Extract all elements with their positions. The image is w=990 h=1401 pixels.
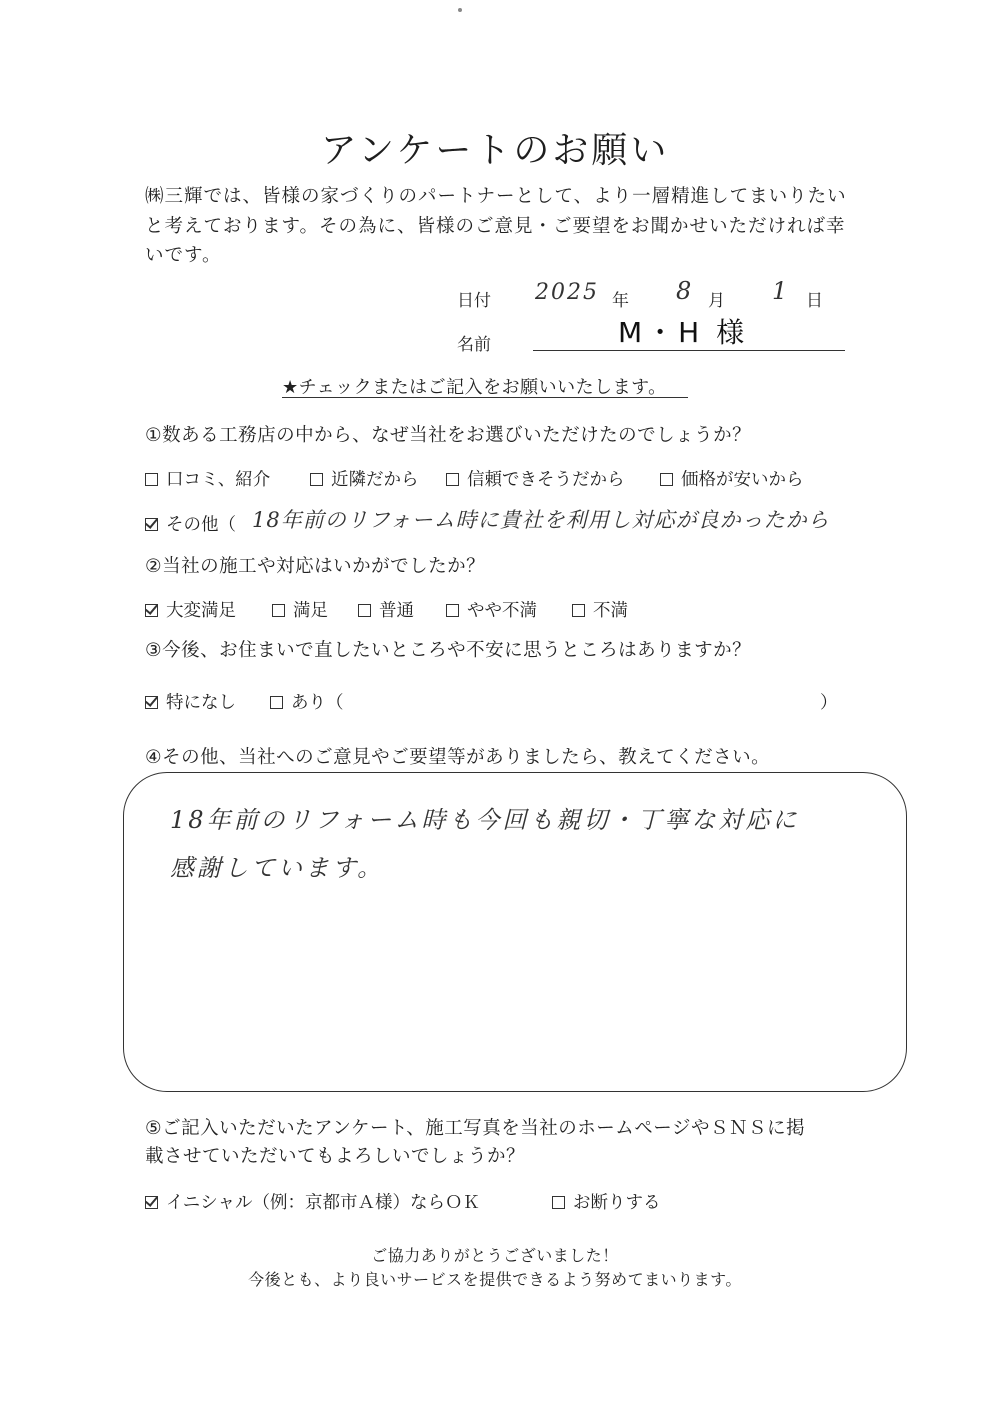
q5-question-line-2: 載させていただいてもよろしいでしょうか？ <box>145 1146 526 1167</box>
q5-option-2[interactable]: お断りする <box>552 1189 661 1214</box>
checkbox-icon[interactable] <box>358 604 371 617</box>
checkbox-icon[interactable] <box>145 473 158 486</box>
intro-line-1: ㈱三輝では、皆様の家づくりのパートナーとして、より一層精進してまいりたい <box>145 186 847 207</box>
q2-option-1[interactable]: 大変満足 <box>145 597 236 622</box>
q3-close-paren: ） <box>820 693 838 713</box>
q3-option-2[interactable]: あり（ <box>270 689 344 714</box>
checked-checkbox-icon[interactable] <box>145 1196 158 1209</box>
checkbox-icon[interactable] <box>660 473 673 486</box>
q2-option-4[interactable]: やや不満 <box>446 597 537 622</box>
q1-option-4[interactable]: 価格が安いから <box>660 466 804 491</box>
date-label: 日付 <box>457 291 491 311</box>
q1-option-1[interactable]: 口コミ、紹介 <box>145 466 270 491</box>
checkbox-icon[interactable] <box>272 604 285 617</box>
q2-option-3[interactable]: 普通 <box>358 597 414 622</box>
intro-line-3: いです。 <box>145 245 222 266</box>
checked-checkbox-icon[interactable] <box>145 604 158 617</box>
checkbox-icon[interactable] <box>270 696 283 709</box>
q1-question: ①数ある工務店の中から、なぜ当社をお選びいただけたのでしょうか？ <box>145 425 752 446</box>
checked-checkbox-icon[interactable] <box>145 518 158 531</box>
name-underline <box>533 350 845 351</box>
intro-line-2: と考えております。その為に、皆様のご意見・ご要望をお聞かせいただければ幸 <box>145 216 846 237</box>
checkbox-icon[interactable] <box>446 473 459 486</box>
q4-answer-line-1: 18年前のリフォーム時も今回も親切・丁寧な対応に <box>170 806 800 834</box>
date-year-field[interactable]: 2025 <box>535 280 599 305</box>
q3-question: ③今後、お住まいで直したいところや不安に思うところはありますか？ <box>145 640 752 661</box>
date-year-unit: 年 <box>612 291 629 311</box>
q2-question: ②当社の施工や対応はいかがでしたか？ <box>145 556 486 577</box>
page-title: アンケートのお願い <box>320 130 670 171</box>
q5-question-line-1: ⑤ご記入いただいたアンケート、施工写真を当社のホームページやＳＮＳに掲 <box>145 1118 805 1139</box>
q1-other-answer[interactable]: 18年前のリフォーム時に貴社を利用し対応が良かったから <box>252 508 830 532</box>
q2-option-2[interactable]: 満足 <box>272 597 328 622</box>
scan-mark <box>458 8 462 12</box>
q2-option-5[interactable]: 不満 <box>572 597 628 622</box>
name-field[interactable]: M・H 様 <box>618 316 749 349</box>
footer-line-1: ご協力ありがとうございました！ <box>371 1246 619 1265</box>
date-day-unit: 日 <box>806 291 823 311</box>
name-label: 名前 <box>457 335 491 355</box>
footer-line-2: 今後とも、より良いサービスを提供できるよう努めてまいります。 <box>248 1270 742 1289</box>
q4-answer-line-2: 感謝しています。 <box>170 854 385 882</box>
date-month-field[interactable]: 8 <box>676 277 692 305</box>
q4-question: ④その他、当社へのご意見やご要望等がありましたら、教えてください。 <box>145 747 771 768</box>
q5-option-1[interactable]: イニシャル（例：京都市Ａ様）ならＯＫ <box>145 1189 480 1214</box>
checkbox-icon[interactable] <box>572 604 585 617</box>
date-day-field[interactable]: 1 <box>772 277 788 305</box>
q3-option-1[interactable]: 特になし <box>145 689 236 714</box>
checked-checkbox-icon[interactable] <box>145 696 158 709</box>
checkbox-icon[interactable] <box>446 604 459 617</box>
q1-option-other[interactable]: その他（ <box>145 511 236 536</box>
instruction-underline <box>282 397 688 398</box>
q1-option-2[interactable]: 近隣だから <box>310 466 419 491</box>
date-month-unit: 月 <box>708 291 725 311</box>
q1-option-3[interactable]: 信頼できそうだから <box>446 466 625 491</box>
instruction-text: ★チェックまたはご記入をお願いいたします。 <box>282 377 667 398</box>
checkbox-icon[interactable] <box>310 473 323 486</box>
checkbox-icon[interactable] <box>552 1196 565 1209</box>
